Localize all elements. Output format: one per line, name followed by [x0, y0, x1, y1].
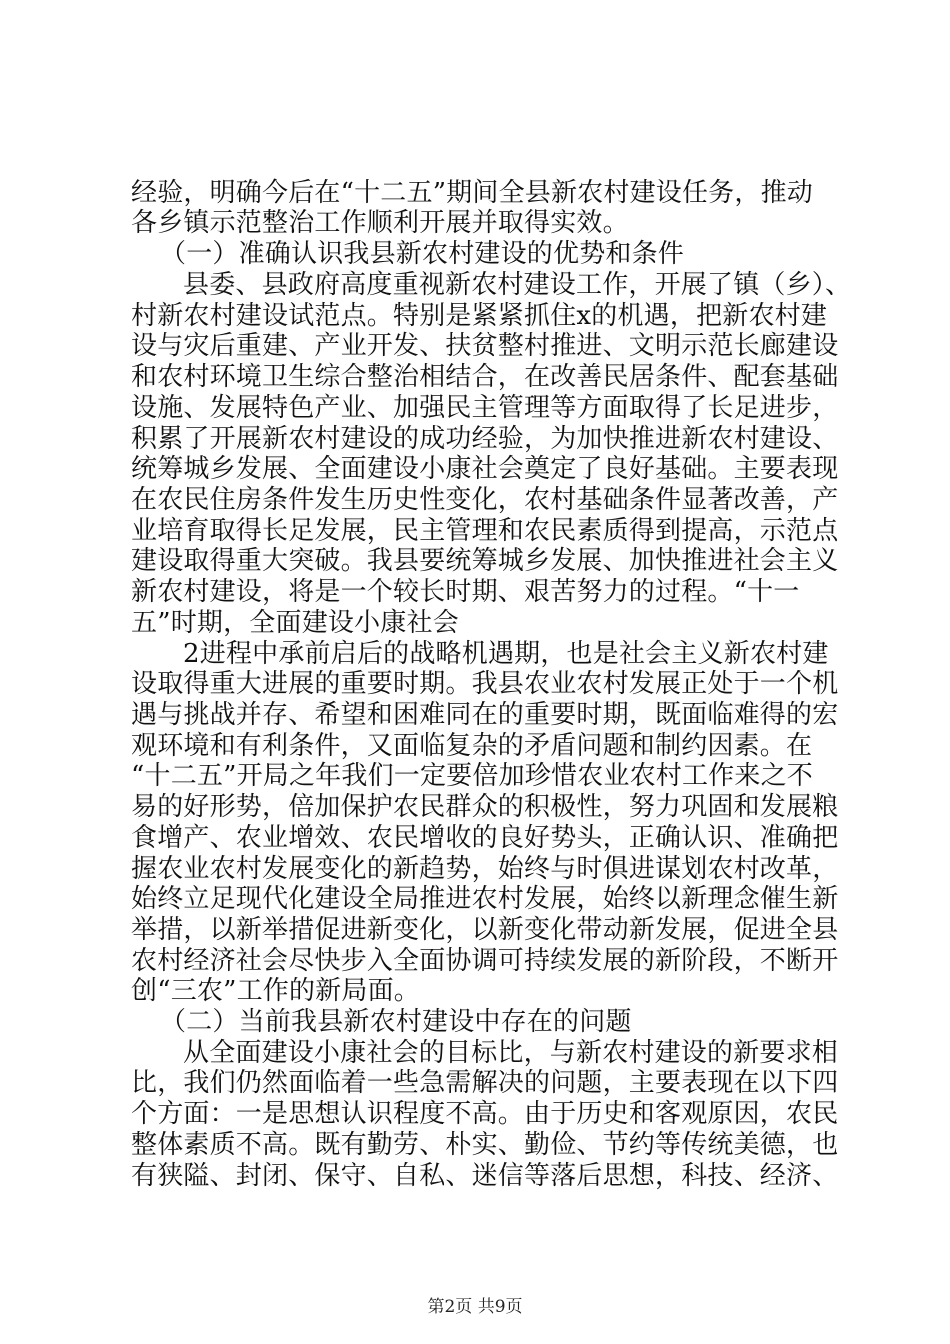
text-line: 在农民住房条件发生历史性变化，农村基础条件显著改善，产 [131, 485, 839, 515]
text-line: 建设取得重大突破。我县要统筹城乡发展、加快推进社会主义 [131, 546, 839, 576]
text-line: 和农村环境卫生综合整治相结合，在改善民居条件、配套基础 [131, 362, 839, 392]
text-line: 统筹城乡发展、全面建设小康社会奠定了良好基础。主要表现 [131, 454, 839, 484]
text-line: 设取得重大进展的重要时期。我县农业农村发展正处于一个机 [131, 669, 839, 699]
text-line: 县委、县政府高度重视新农村建设工作，开展了镇（乡）、 [183, 270, 852, 300]
text-line: 新农村建设，将是一个较长时期、艰苦努力的过程。“十一 [131, 577, 800, 607]
text-line: “十二五”开局之年我们一定要倍加珍惜农业农村工作来之不 [131, 761, 813, 791]
text-line: 设与灾后重建、产业开发、扶贫整村推进、文明示范长廊建设 [131, 331, 839, 361]
text-line: 食增产、农业增效、农民增收的良好势头，正确认识、准确把 [131, 823, 839, 853]
text-line: 创“三农”工作的新局面。 [131, 976, 420, 1006]
text-line: 始终立足现代化建设全局推进农村发展，始终以新理念催生新 [131, 884, 839, 914]
text-line: 观环境和有利条件，又面临复杂的矛盾问题和制约因素。在 [131, 731, 813, 761]
page-number-footer: 第2页 共9页 [427, 1297, 523, 1317]
text-line: 农村经济社会尽快步入全面协调可持续发展的新阶段，不断开 [131, 946, 839, 976]
text-line: 易的好形势，倍加保护农民群众的积极性，努力巩固和发展粮 [131, 792, 839, 822]
text-line: 经验，明确今后在“十二五”期间全县新农村建设任务，推动 [131, 178, 813, 208]
text-line: 设施、发展特色产业、加强民主管理等方面取得了长足进步， [131, 393, 839, 423]
text-line: 各乡镇示范整治工作顺利开展并取得实效。 [131, 208, 629, 238]
text-line: 村新农村建设试范点。特别是紧紧抓住x的机遇，把新农村建 [131, 301, 828, 331]
section-heading-2: （二）当前我县新农村建设中存在的问题 [160, 1007, 632, 1037]
text-line: 比，我们仍然面临着一些急需解决的问题，主要表现在以下四 [131, 1068, 839, 1098]
text-line: 握农业农村发展变化的新趋势，始终与时俱进谋划农村改革， [131, 854, 839, 884]
section-heading-1: （一）准确认识我县新农村建设的优势和条件 [160, 239, 685, 269]
text-line: 从全面建设小康社会的目标比，与新农村建设的新要求相 [183, 1038, 839, 1068]
text-line: 个方面：一是思想认识程度不高。由于历史和客观原因，农民 [131, 1099, 839, 1129]
text-line: 业培育取得长足发展，民主管理和农民素质得到提高，示范点 [131, 516, 839, 546]
text-line: 有狭隘、封闭、保守、自私、迷信等落后思想，科技、经济、 [131, 1161, 839, 1191]
text-line: 举措，以新举措促进新变化，以新变化带动新发展，促进全县 [131, 915, 839, 945]
text-line: 2进程中承前启后的战略机遇期，也是社会主义新农村建 [183, 639, 829, 669]
text-line: 积累了开展新农村建设的成功经验，为加快推进新农村建设、 [131, 424, 839, 454]
text-line: 遇与挑战并存、希望和困难同在的重要时期，既面临难得的宏 [131, 700, 839, 730]
text-line: 五”时期，全面建设小康社会 [131, 608, 459, 638]
text-line: 整体素质不高。既有勤劳、朴实、勤俭、节约等传统美德，也 [131, 1130, 839, 1160]
